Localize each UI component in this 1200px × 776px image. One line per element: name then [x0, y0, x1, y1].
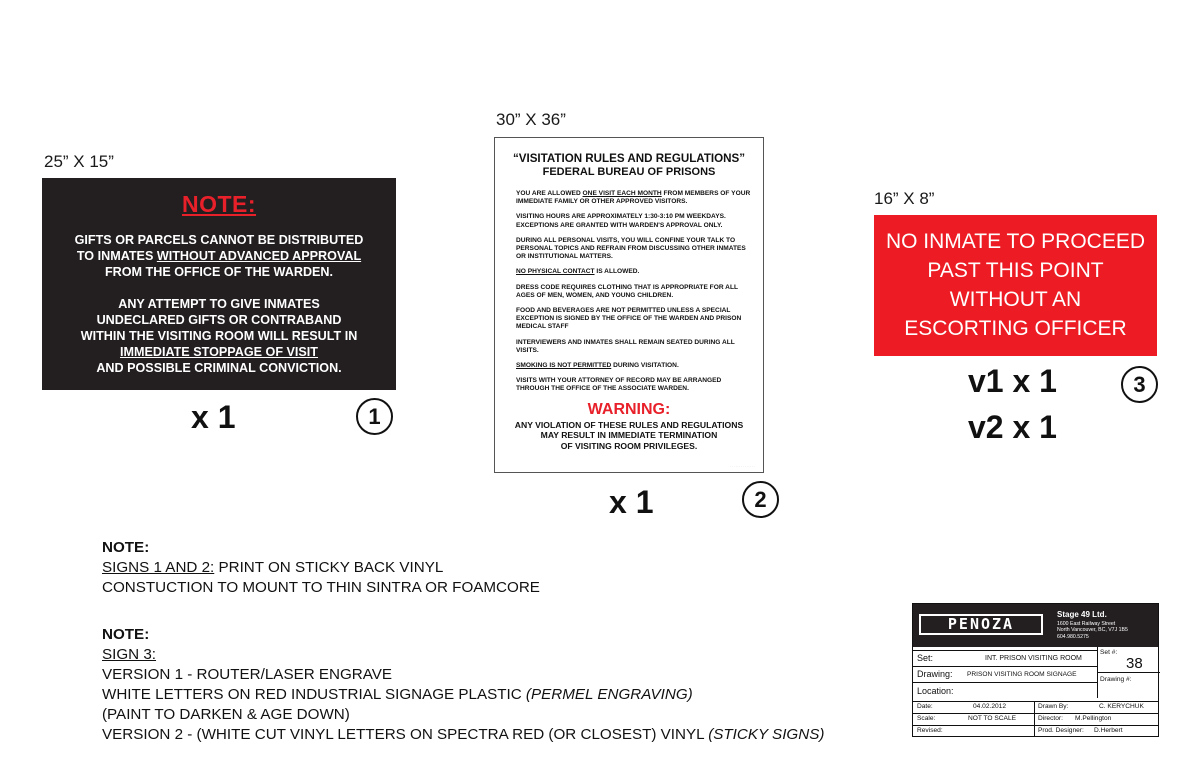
sign2-size-label: 30” X 36”	[496, 110, 566, 129]
note-text: WHITE LETTERS ON RED INDUSTRIAL SIGNAGE PLASTIC	[102, 686, 526, 703]
sign1-paragraph-2	[42, 296, 396, 376]
divider	[913, 725, 1158, 726]
note-line	[102, 685, 824, 705]
divider	[1097, 672, 1160, 673]
notes-block-1	[102, 538, 540, 598]
note-italic-text: (PERMEL ENGRAVING)	[525, 686, 693, 703]
set-number: 38	[1126, 655, 1143, 672]
sign2-rule	[516, 268, 752, 276]
sign1-panel	[42, 178, 396, 390]
sign2-title: “VISITATION RULES AND REGULATIONS”	[512, 152, 746, 165]
note-line	[102, 558, 540, 578]
date-value: 04.02.2012	[973, 703, 1007, 710]
sign1-text-line: ANY ATTEMPT TO GIVE INMATES	[118, 297, 320, 311]
sign1-quantity: x 1	[191, 399, 236, 435]
rule-underlined-text: NO PHYSICAL CONTACT	[516, 268, 595, 276]
divider	[913, 701, 1158, 702]
note-line: SIGN 3:	[102, 646, 157, 663]
address-line: 1600 East Railway Street	[1057, 621, 1116, 627]
drawing-value: PRISON VISITING ROOM SIGNAGE	[967, 671, 1077, 678]
sign1-text-line: WITHIN THE VISITING ROOM WILL RESULT IN	[80, 329, 358, 343]
location-label: Location:	[917, 686, 954, 696]
designer-value: D.Herbert	[1094, 727, 1123, 734]
notes-block-2	[102, 625, 824, 745]
designer-label: Prod. Designer:	[1038, 727, 1084, 734]
title-block	[912, 603, 1159, 737]
sign2-rule: FOOD AND BEVERAGES ARE NOT PERMITTED UNLESS A SPECIAL EXCEPTION IS SIGNED BY THE OFFICE OF THE WARDEN AND PRISON MEDICAL STAFF	[516, 307, 742, 331]
drawn-by-label: Drawn By:	[1038, 703, 1069, 710]
sign2-rule: DRESS CODE REQUIRES CLOTHING THAT IS APPROPRIATE FOR ALL AGES OF MEN, WOMEN, AND YOUNG CHILDREN.	[516, 283, 738, 299]
note-heading: NOTE:	[102, 539, 150, 556]
note-heading: NOTE:	[102, 626, 150, 643]
phone-line: 604.980.5275	[1057, 633, 1089, 640]
sign2-warning-heading: WARNING:	[587, 400, 671, 418]
drawing-row	[913, 666, 1097, 682]
note-line: (PAINT TO DARKEN & AGE DOWN)	[102, 706, 350, 723]
sign2-number-badge: 2	[742, 481, 779, 518]
sign3-text-line: ESCORTING OFFICER	[904, 317, 1127, 340]
sign3-quantity-v1: v1 x 1	[968, 363, 1057, 399]
sign1-text-line: AND POSSIBLE CRIMINAL CONVICTION.	[96, 361, 342, 375]
warning-line: ANY VIOLATION OF THESE RULES AND REGULATIONS	[514, 419, 744, 430]
rule-underlined-text: ONE VISIT EACH MONTH	[582, 190, 662, 197]
note-line: CONSTUCTION TO MOUNT TO THIN SINTRA OR FOAMCORE	[102, 579, 540, 596]
sign3-text-line: PAST THIS POINT	[927, 259, 1104, 282]
note-underlined-text: SIGNS 1 AND 2:	[102, 559, 215, 576]
set-number-label: Set #:	[1100, 649, 1118, 656]
sign1-text: TO INMATES	[76, 249, 157, 263]
sign3-size-label: 16” X 8”	[874, 189, 935, 208]
sign2-rule: INTERVIEWERS AND INMATES SHALL REMAIN SEATED DURING ALL VISITS.	[516, 338, 735, 354]
rule-text: YOU ARE ALLOWED	[516, 190, 583, 197]
sign2-subtitle: FEDERAL BUREAU OF PRISONS	[542, 166, 716, 178]
drawn-by-value: C. KERYCHUK	[1099, 703, 1144, 710]
sign1-note-heading: NOTE:	[181, 191, 257, 217]
sign2-rule: VISITING HOURS ARE APPROXIMATELY 1:30-3:10 PM WEEKDAYS. EXCEPTIONS ARE GRANTED WITH WARDEN'S APPROVAL ONLY.	[516, 213, 726, 229]
sign2-panel	[494, 137, 764, 473]
company-address	[1057, 621, 1128, 640]
sign3-panel	[874, 215, 1157, 356]
sign2-quantity: x 1	[609, 484, 654, 520]
warning-line: MAY RESULT IN IMMEDIATE TERMINATION	[540, 430, 718, 441]
company-name: Stage 49 Ltd.	[1057, 610, 1107, 619]
note-line	[102, 725, 824, 745]
address-line: North Vancouver, BC, V7J 1B5	[1057, 627, 1128, 634]
set-row	[913, 650, 1097, 666]
rule-text: IS ALLOWED.	[594, 268, 640, 276]
set-label: Set:	[917, 653, 934, 663]
warning-line: OF VISITING ROOM PRIVILEGES.	[560, 440, 698, 451]
sign2-rule	[516, 190, 752, 206]
sign3-quantity-v2: v2 x 1	[968, 409, 1057, 445]
location-row	[913, 682, 1097, 699]
sign1-text-line: UNDECLARED GIFTS OR CONTRABAND	[96, 313, 342, 327]
note-text: VERSION 2 - (WHITE CUT VINYL LETTERS ON SPECTRA RED (OR CLOSEST) VINYL	[102, 726, 709, 743]
divider	[913, 713, 1158, 714]
sign1-paragraph-1	[42, 232, 396, 280]
rule-text: DURING VISITATION.	[611, 362, 679, 370]
sign2-rule: VISITS WITH YOUR ATTORNEY OF RECORD MAY BE ARRANGED THROUGH THE OFFICE OF THE ASSOCIATE WARDEN.	[516, 377, 722, 393]
note-text: PRINT ON STICKY BACK VINYL	[214, 559, 444, 576]
set-value: INT. PRISON VISITING ROOM	[985, 655, 1082, 662]
sign1-underlined-line: IMMEDIATE STOPPAGE OF VISIT	[119, 345, 319, 359]
note-italic-text: (STICKY SIGNS)	[708, 726, 825, 743]
note-line: VERSION 1 - ROUTER/LASER ENGRAVE	[102, 666, 393, 683]
sign2-warning-text	[495, 420, 763, 452]
sign2-rule: DURING ALL PERSONAL VISITS, YOU WILL CONFINE YOUR TALK TO PERSONAL TOPICS AND REFRAIN FROM DISCUSSING OTHER INMATES OR INSTITUTIONAL MATTERS.	[516, 236, 746, 261]
drawing-label: Drawing:	[917, 669, 953, 679]
sign1-text-line: GIFTS OR PARCELS CANNOT BE DISTRIBUTED	[74, 233, 364, 247]
sign1-size-label: 25” X 15”	[44, 152, 114, 171]
rule-underlined-text: SMOKING IS NOT PERMITTED	[516, 362, 612, 370]
divider	[1034, 701, 1035, 737]
sign2-rules-list	[516, 190, 752, 394]
company-logo: PENOZA	[919, 614, 1043, 635]
sign3-number-badge: 3	[1121, 366, 1158, 403]
sign2-fine-print: · · · · · · · · · · · · · ·	[730, 464, 755, 468]
sign3-text-line: NO INMATE TO PROCEED	[885, 230, 1146, 253]
sign3-text-line: WITHOUT AN	[949, 288, 1082, 311]
sign1-text-line: FROM THE OFFICE OF THE WARDEN.	[104, 265, 334, 279]
drawing-number-label: Drawing #:	[1100, 676, 1132, 683]
date-label: Date:	[917, 703, 933, 710]
revised-label: Revised:	[917, 727, 943, 734]
sign1-underlined-text: WITHOUT ADVANCED APPROVAL	[156, 249, 362, 263]
sign1-text-line	[42, 248, 396, 264]
rule-text: FROM MEMBERS OF YOUR IMMEDIATE FAMILY OR OTHER APPROVED VISITORS.	[516, 190, 751, 206]
sign2-rule	[516, 362, 752, 370]
scale-label: Scale:	[917, 715, 936, 722]
director-label: Director:	[1038, 715, 1063, 722]
sign1-number-badge: 1	[356, 398, 393, 435]
title-block-header	[913, 604, 1158, 647]
scale-value: NOT TO SCALE	[968, 715, 1017, 722]
director-value: M.Pellington	[1075, 715, 1112, 722]
